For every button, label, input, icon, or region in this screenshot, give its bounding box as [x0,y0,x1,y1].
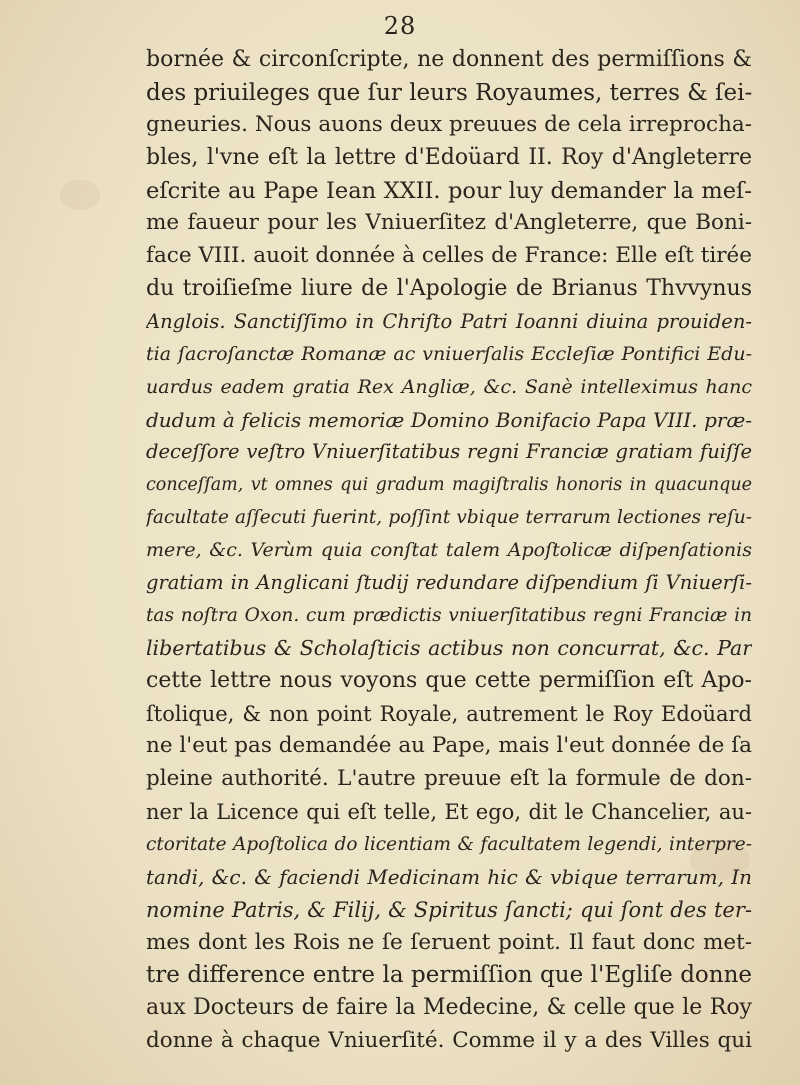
text-line: tas noſtra Oxon. cum prædictis vniuerſitatibus regni Franciæ in [146,604,752,626]
text-line: face VIII. auoit donnée à celles de France: Elle eſt tirée [146,243,752,269]
text-line: ſtolique, & non point Royale, autrement le Roy Edoüard [146,701,752,726]
text-line: Anglois. Sanctiſſimo in Chriſto Patri Ioanni diuina prouiden- [146,309,752,333]
text-line: mes dont les Rois ne ſe ſeruent point. Il faut donc met- [146,929,752,955]
text-line: dudum à felicis memoriæ Domino Bonifacio Papa VIII. præ- [146,407,752,432]
text-line: me faueur pour les Vniuerſitez d'Angleterre, que Boni- [146,210,752,236]
text-line: du troiſieſme liure de l'Apologie de Brianus Thvvynus [146,275,752,301]
text-line: facultate aſſecuti fuerint, poſſint vbique terrarum lectiones reſu- [146,506,752,528]
text-line: gratiam in Anglicani ſtudij redundare diſpendium ſi Vniuerſi- [146,571,752,594]
text-line: ner la Licence qui eſt telle, Et ego, dit le Chancelier, au- [146,799,752,824]
text-line: tandi, &c. & faciendi Medicinam hic & vbique terrarum, In [146,865,752,890]
page-number: 28 [383,12,417,40]
text-line: nomine Patris, & Filij, & Spiritus ſancti; qui ſont des ter- [146,897,752,922]
text-line: cette lettre nous voyons que cette permiſſion eſt Apo- [146,668,752,694]
text-line: mere, &c. Verùm quia conſtat talem Apoſtolicæ diſpenſationis [146,539,752,562]
text-line: pleine authorité. L'autre preuue eſt la formule de don- [146,766,752,792]
text-block [146,44,752,1057]
text-line: conceſſam, vt omnes qui gradum magiſtralis honoris in quacunque [146,474,752,495]
text-line: gneuries. Nous auons deux preuues de cela irreprocha- [146,112,752,138]
text-line: eſcrite au Pape Iean XXII. pour luy demander la meſ- [146,177,752,204]
text-line: uardus eadem gratia Rex Angliæ, &c. Sanè intelleximus hanc [146,375,752,398]
paper-stain [60,180,100,210]
text-line: bornée & circonſcripte, ne donnent des permiſſions & [146,47,752,72]
text-line: bles, l'vne eſt la lettre d'Edoüard II. Roy d'Angleterre [146,145,752,171]
text-line: tia ſacroſanctæ Romanæ ac vniuerſalis Eccleſiæ Pontifici Edu- [146,343,752,366]
text-line: deceſſore veſtro Vniuerſitatibus regni Franciæ gratiam fuiſſe [146,440,752,464]
text-line: tre difference entre la permiſſion que l'Egliſe donne [146,962,752,989]
text-line: donne à chaque Vniuerſité. Comme il y a des Villes qui [146,1027,752,1053]
text-line: aux Docteurs de faire la Medecine, & celle que le Roy [146,994,752,1020]
text-line: ctoritate Apoſtolica do licentiam & facultatem legendi, interpre- [146,833,752,855]
text-line: ne l'eut pas demandée au Pape, mais l'eut donnée de ſa [146,733,752,759]
text-line: des priuileges que ſur leurs Royaumes, terres & ſei- [146,79,752,106]
text-line: libertatibus & Scholaſticis actibus non concurrat, &c. Par [146,636,752,661]
